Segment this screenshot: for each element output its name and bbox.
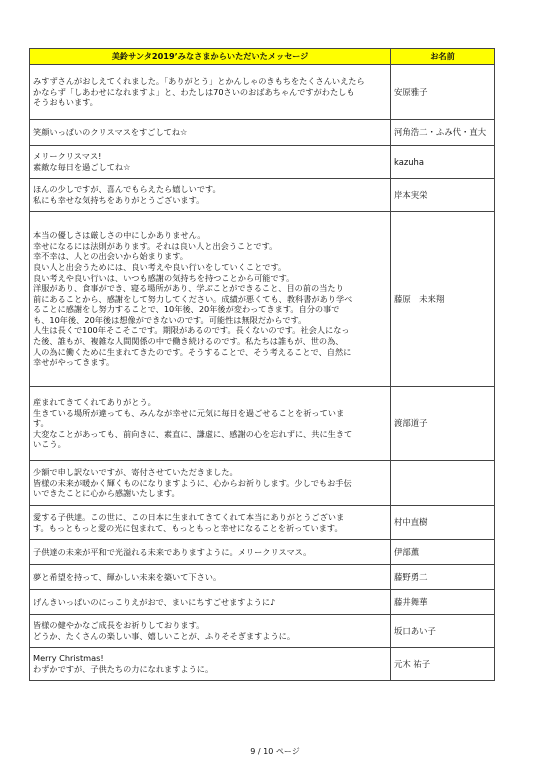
message-cell: メリークリスマス! 素敵な毎日を過ごしてね☆ bbox=[30, 146, 391, 179]
table-row bbox=[30, 590, 495, 615]
name-cell: 藤井舞華 bbox=[391, 590, 495, 615]
page-number: 9 / 10 ページ bbox=[250, 747, 300, 756]
table-row bbox=[30, 146, 495, 179]
table-row bbox=[30, 648, 495, 681]
table-row bbox=[30, 212, 495, 387]
message-cell: 少額で申し訳ないですが、寄付させていただきました。 皆様の未来が暖かく輝くものになりますように、心からお祈りします。少しでもお手伝 いできたことに心から感謝いたします。 bbox=[30, 461, 391, 506]
name-cell: 元木 祐子 bbox=[391, 648, 495, 681]
table-row bbox=[30, 387, 495, 461]
name-cell: 岸本実栄 bbox=[391, 179, 495, 212]
table-row bbox=[30, 179, 495, 212]
name-cell: 藤野勇二 bbox=[391, 565, 495, 590]
table-row bbox=[30, 461, 495, 506]
name-cell: 河角浩二・ふみ代・直大 bbox=[391, 120, 495, 146]
name-cell: 坂口あい子 bbox=[391, 615, 495, 648]
name-column-header: お名前 bbox=[391, 49, 495, 65]
message-cell: 笑顔いっぱいのクリスマスをすごしてね☆ bbox=[30, 120, 391, 146]
message-cell: げんきいっぱいのにっこりえがおで、まいにちすごせますように♪ bbox=[30, 590, 391, 615]
message-cell: 愛する子供達。この世に、この日本に生まれてきてくれて本当にありがとうございま す。もっともっと愛の光に包まれて、もっともっと幸せになることを祈っています。 bbox=[30, 506, 391, 540]
name-cell: 渡部道子 bbox=[391, 387, 495, 461]
name-cell bbox=[391, 461, 495, 506]
message-table bbox=[29, 48, 495, 681]
name-cell: kazuha bbox=[391, 146, 495, 179]
message-cell: Merry Christmas! わずかですが、子供たちの力になれますように。 bbox=[30, 648, 391, 681]
message-cell: 産まれてきてくれてありがとう。 生きている場所が違っても、みんなが幸せに元気に毎日を過ごせることを祈っていま す。 大変なことがあっても、前向きに、素直に、謙虚に、感謝の心を忘れずに、共に生きて いこう。 bbox=[30, 387, 391, 461]
message-column-header: 美鈴サンタ2019’みなさまからいただいたメッセージ bbox=[30, 49, 391, 65]
table-row bbox=[30, 565, 495, 590]
message-cell: 皆様の健やかなご成長をお祈りしております。 どうか、たくさんの楽しい事、嬉しいことが、ふりそそぎますように。 bbox=[30, 615, 391, 648]
name-cell: 安原雅子 bbox=[391, 65, 495, 120]
message-cell: 子供達の未来が平和で光溢れる未来でありますように。メリークリスマス。 bbox=[30, 540, 391, 565]
table-row bbox=[30, 65, 495, 120]
name-cell: 藤原 未来翔 bbox=[391, 212, 495, 387]
name-cell: 村中直樹 bbox=[391, 506, 495, 540]
table-row bbox=[30, 615, 495, 648]
table-row bbox=[30, 540, 495, 565]
message-cell: ほんの少しですが、喜んでもらえたら嬉しいです。 私にも幸せな気持ちをありがとうございます。 bbox=[30, 179, 391, 212]
table-row bbox=[30, 506, 495, 540]
message-cell: 夢と希望を持って、輝かしい未来を築いて下さい。 bbox=[30, 565, 391, 590]
message-cell: 本当の優しさは厳しさの中にしかありません。 幸せになるには法則があります。それは良い人と出会うことです。 幸不幸は、人との出会いから始まります。 良い人と出会うためには、良い考えや良い行いをしていくことです。 良い考えや良い行いは、いつも感謝の気持ちを持つことから可能です。 洋服があり、食事ができ、寝る場所があり、学ぶことができること、目の前の当たり 前にあることから、感謝をして努力してください。成績が悪くても、教科書があり学べ ることに感謝をし努力することで、10年後、20年後が変わってきます。自分の事で も、10年後、20年後は想像ができないのです。可能性は無限だからです。 人生は長くで100年そこそこです。期限があるのです。長くないのです。社会人になっ た後、誰もが、複雑な人間関係の中で働き続けるのです。私たちは誰もが、世の為、 人の為に働くために生まれてきたのです。そうすることで、そう考えることで、自然に 幸せがやってきます。 bbox=[30, 212, 391, 387]
table-header-row bbox=[30, 49, 495, 65]
message-cell: みすずさんがおしえてくれました。「ありがとう」とかんしゃのきもちをたくさんいえたら かならず「しあわせになれますよ」と、わたしは70さいのおばあちゃんですがわたしも そうおもいます。 bbox=[30, 65, 391, 120]
table-row bbox=[30, 120, 495, 146]
name-cell: 伊部薫 bbox=[391, 540, 495, 565]
